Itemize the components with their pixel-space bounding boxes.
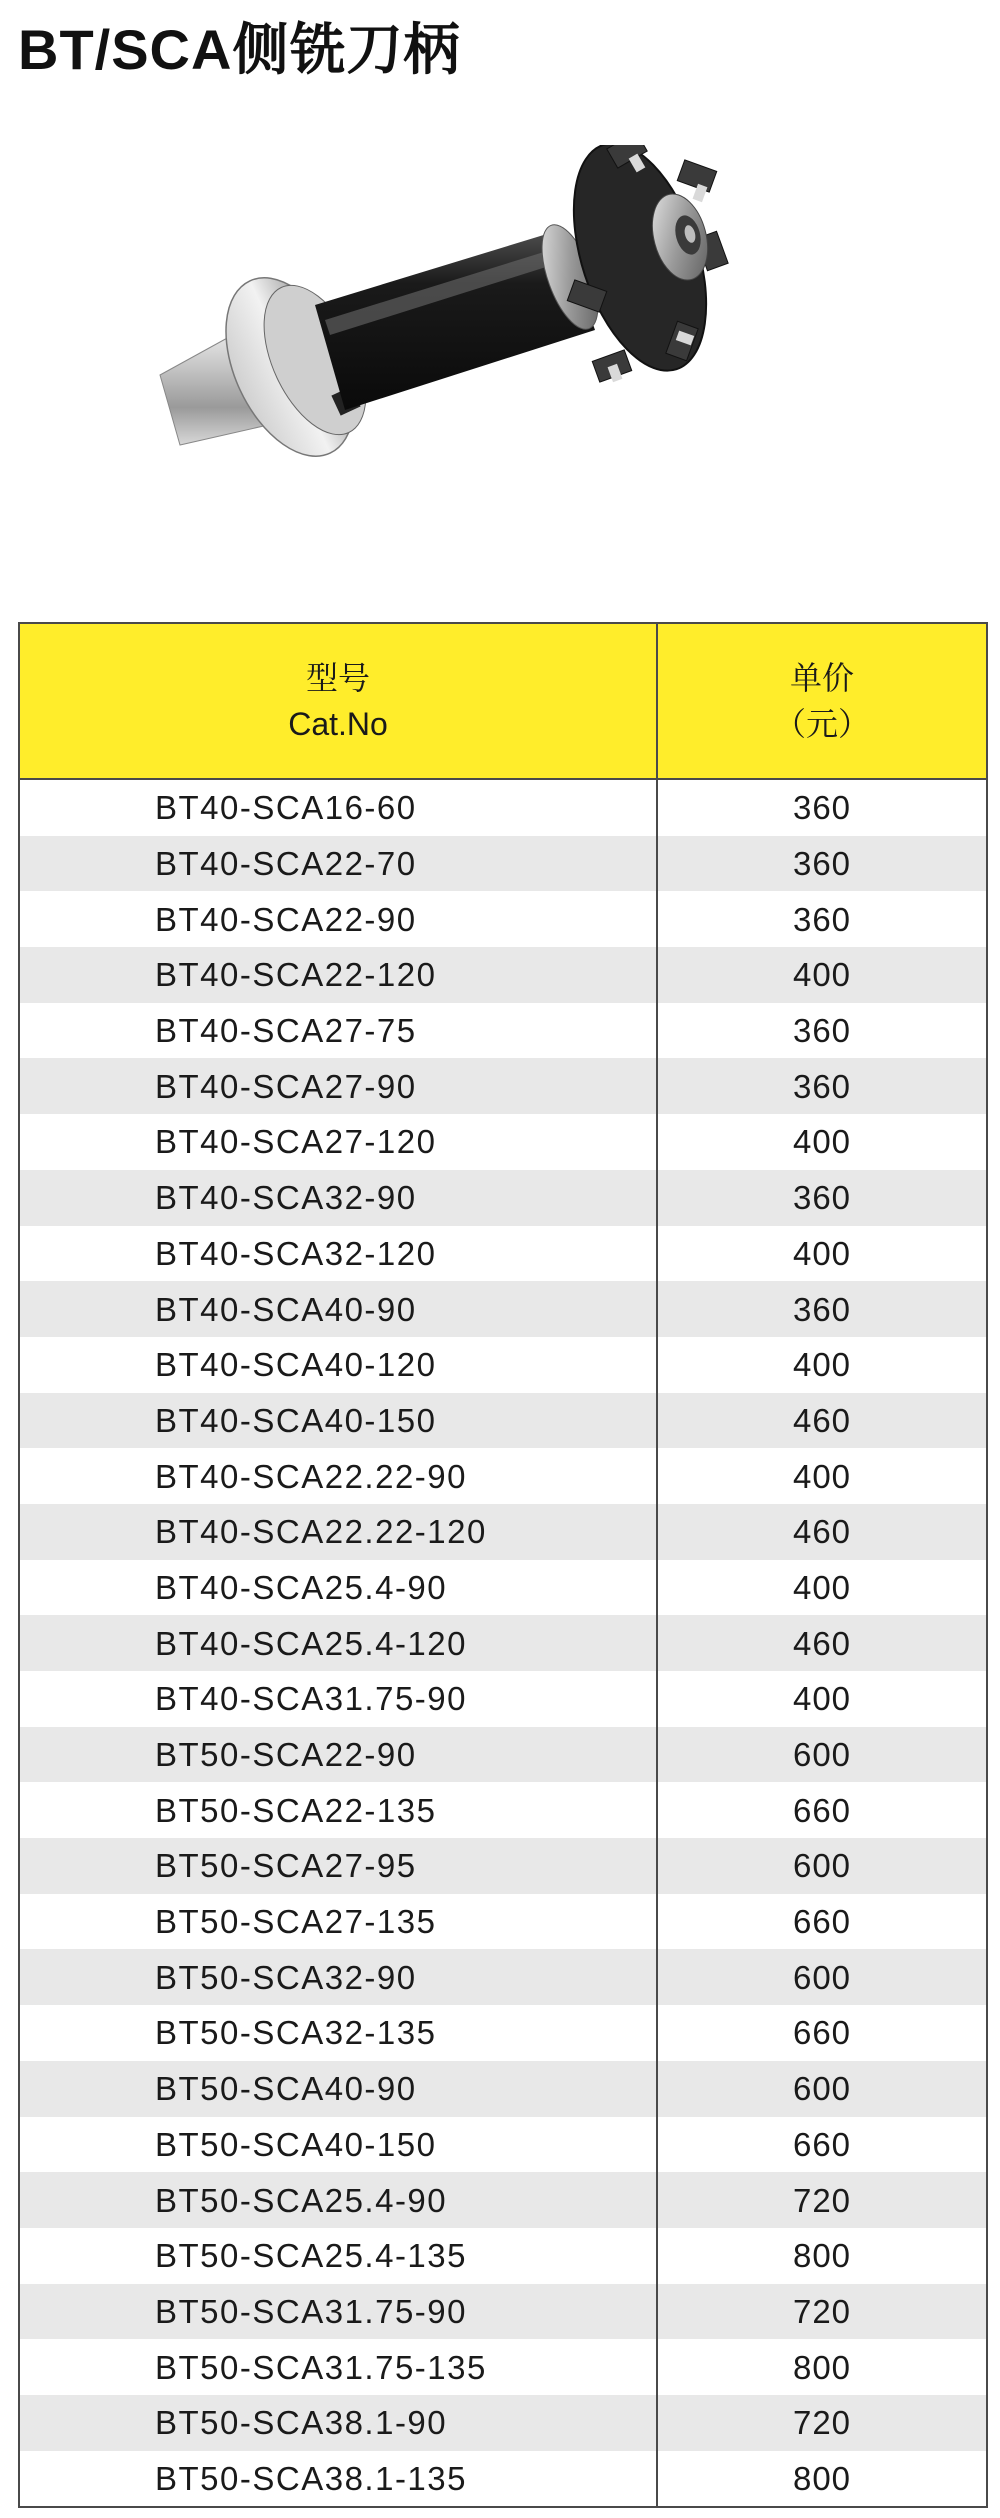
cell-price: 360 [657,1003,987,1059]
cell-price: 600 [657,1727,987,1783]
cell-price: 360 [657,779,987,836]
table-row [19,1337,987,1393]
cell-model: BT50-SCA25.4-90 [19,2172,657,2228]
cell-model: BT40-SCA40-90 [19,1281,657,1337]
cell-model: BT40-SCA31.75-90 [19,1671,657,1727]
cell-model: BT50-SCA32-135 [19,2005,657,2061]
page-title: BT/SCA侧铣刀柄 [18,18,461,81]
cell-price: 720 [657,2172,987,2228]
table-row [19,1615,987,1671]
tool-holder-image [140,145,800,525]
cell-price: 800 [657,2339,987,2395]
table-row [19,2061,987,2117]
cell-price: 400 [657,1448,987,1504]
cell-model: BT50-SCA31.75-90 [19,2284,657,2340]
cell-model: BT50-SCA27-135 [19,1894,657,1950]
cell-price: 360 [657,891,987,947]
cell-model: BT50-SCA25.4-135 [19,2228,657,2284]
cell-model: BT40-SCA22-90 [19,891,657,947]
table-row [19,1226,987,1282]
cell-price: 360 [657,1058,987,1114]
column-header-model [19,623,657,779]
cell-price: 600 [657,1949,987,2005]
price-header-cn: 单价 [789,660,854,696]
cell-price: 720 [657,2284,987,2340]
price-header-unit: （元） [773,706,870,742]
table-row [19,2284,987,2340]
table-row [19,2395,987,2451]
table-row [19,1393,987,1449]
cell-model: BT40-SCA27-120 [19,1114,657,1170]
table-row [19,2005,987,2061]
table-row [19,836,987,892]
cell-model: BT40-SCA27-90 [19,1058,657,1114]
cell-model: BT40-SCA16-60 [19,779,657,836]
cell-price: 660 [657,1782,987,1838]
table-row [19,2228,987,2284]
table-row [19,1838,987,1894]
table-row [19,1504,987,1560]
table-row [19,1727,987,1783]
cell-model: BT50-SCA38.1-135 [19,2451,657,2508]
cell-model: BT50-SCA22-90 [19,1727,657,1783]
table-row [19,1949,987,2005]
table-row [19,1114,987,1170]
cell-price: 460 [657,1615,987,1671]
cell-model: BT40-SCA32-120 [19,1226,657,1282]
table-header-row [19,623,987,779]
cell-price: 800 [657,2451,987,2508]
cell-model: BT40-SCA32-90 [19,1170,657,1226]
cell-model: BT50-SCA40-90 [19,2061,657,2117]
cell-model: BT40-SCA22-120 [19,947,657,1003]
cell-price: 800 [657,2228,987,2284]
cell-model: BT40-SCA22.22-90 [19,1448,657,1504]
cell-price: 400 [657,1560,987,1616]
cell-model: BT50-SCA32-90 [19,1949,657,2005]
price-table [18,622,988,2508]
table-row [19,1448,987,1504]
cell-price: 400 [657,1226,987,1282]
cell-price: 720 [657,2395,987,2451]
cell-price: 360 [657,1170,987,1226]
table-row [19,779,987,836]
table-row [19,891,987,947]
table-row [19,1782,987,1838]
table-row [19,1671,987,1727]
table-row [19,1003,987,1059]
cell-price: 660 [657,2117,987,2173]
table-row [19,2451,987,2508]
cell-model: BT40-SCA22-70 [19,836,657,892]
cell-model: BT50-SCA31.75-135 [19,2339,657,2395]
cell-price: 660 [657,2005,987,2061]
model-header-en: Cat.No [288,706,388,742]
table-row [19,2117,987,2173]
cell-price: 460 [657,1504,987,1560]
cell-price: 360 [657,1281,987,1337]
cell-model: BT40-SCA25.4-90 [19,1560,657,1616]
cell-price: 600 [657,2061,987,2117]
cell-model: BT40-SCA22.22-120 [19,1504,657,1560]
cell-model: BT40-SCA40-150 [19,1393,657,1449]
cell-price: 400 [657,1671,987,1727]
cell-price: 400 [657,947,987,1003]
cell-price: 360 [657,836,987,892]
cell-model: BT40-SCA25.4-120 [19,1615,657,1671]
cell-price: 400 [657,1337,987,1393]
table-row [19,2172,987,2228]
column-header-price [657,623,987,779]
cell-model: BT40-SCA40-120 [19,1337,657,1393]
table-row [19,1894,987,1950]
cell-model: BT50-SCA40-150 [19,2117,657,2173]
cell-price: 660 [657,1894,987,1950]
table-row [19,2339,987,2395]
table-row [19,1170,987,1226]
table-row [19,1560,987,1616]
cell-model: BT40-SCA27-75 [19,1003,657,1059]
cell-model: BT50-SCA27-95 [19,1838,657,1894]
cell-price: 600 [657,1838,987,1894]
table-row [19,1281,987,1337]
model-header-cn: 型号 [305,660,370,696]
cell-price: 400 [657,1114,987,1170]
cell-model: BT50-SCA38.1-90 [19,2395,657,2451]
table-row [19,1058,987,1114]
table-row [19,947,987,1003]
cell-model: BT50-SCA22-135 [19,1782,657,1838]
cell-price: 460 [657,1393,987,1449]
